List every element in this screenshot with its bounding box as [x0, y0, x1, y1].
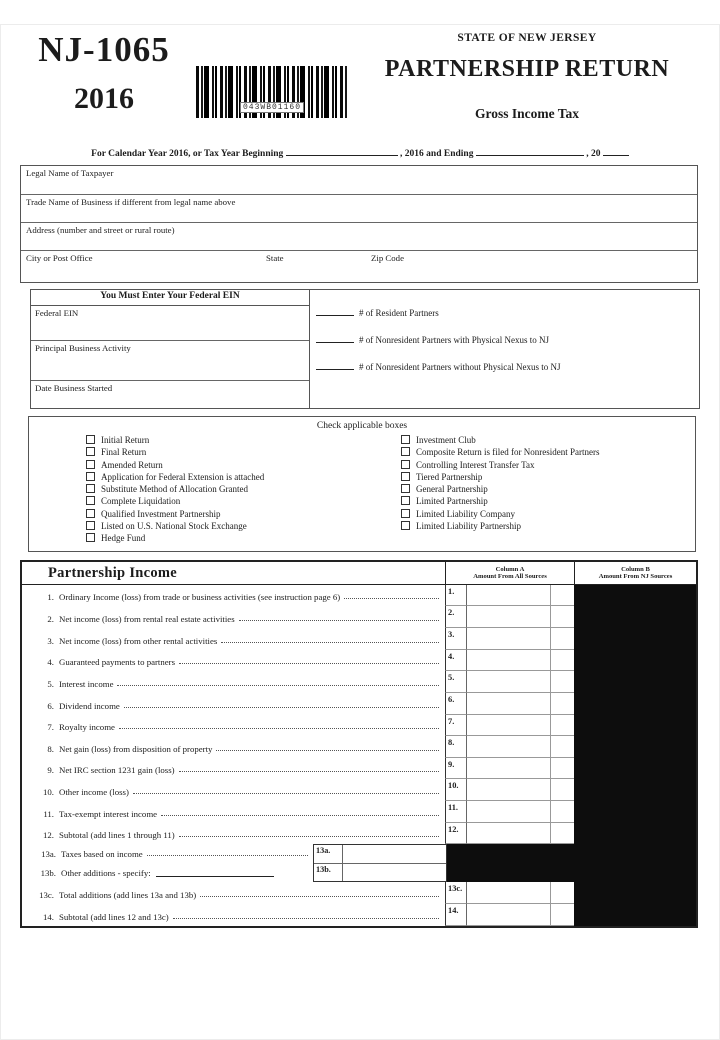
- amount-cell-line-13a[interactable]: [343, 845, 446, 863]
- row-label: [22, 758, 445, 780]
- checkbox-label: Listed on U.S. National Stock Exchange: [101, 521, 247, 532]
- row-text: Subtotal (add lines 1 through 11): [59, 830, 175, 841]
- checkbox-label: Application for Federal Extension is attached: [101, 471, 265, 482]
- checkbox-label: Limited Liability Partnership: [416, 521, 521, 532]
- line-number-cell: 7.: [445, 715, 467, 737]
- table-row-5: [22, 671, 696, 693]
- row-label: [22, 882, 445, 904]
- row-text: Net gain (loss) from disposition of property: [59, 743, 213, 754]
- checkbox-controlling-interest-transfer-tax[interactable]: [401, 459, 599, 471]
- principal-business-activity-label: Principal Business Activity: [35, 343, 131, 353]
- legal-name-field[interactable]: [21, 166, 697, 194]
- row-text: Dividend income: [59, 700, 120, 711]
- cents-cell-line-7[interactable]: [550, 715, 574, 737]
- nj-1065-form-page: [0, 24, 720, 1040]
- checkbox-column-right: [401, 434, 599, 545]
- checkbox-hedge-fund[interactable]: [86, 532, 386, 544]
- tax-year-ending-year-blank[interactable]: [603, 146, 629, 156]
- cents-cell-line-11[interactable]: [550, 801, 574, 823]
- row-label: [22, 736, 445, 758]
- column-b-blackout: [574, 628, 696, 650]
- amount-cell-line-6[interactable]: [467, 693, 550, 715]
- dotted-leader: [239, 620, 439, 621]
- row-label: [22, 779, 445, 801]
- calendar-text-3: , 20: [586, 149, 601, 159]
- cents-cell-line-1[interactable]: [550, 585, 574, 607]
- zip-label: Zip Code: [371, 253, 404, 263]
- column-b-blackout: [574, 671, 696, 693]
- checkbox-investment-club[interactable]: [401, 434, 599, 446]
- column-a-title: Column A: [495, 565, 525, 573]
- inset-row-13b: [314, 863, 446, 881]
- date-business-started-field[interactable]: [31, 380, 309, 408]
- checkbox-icon[interactable]: [86, 484, 95, 493]
- form-subtitle: Gross Income Tax: [474, 106, 580, 121]
- form-number: NJ-1065: [38, 30, 170, 69]
- line-number-cell: 11.: [445, 801, 467, 823]
- table-header: [22, 562, 696, 585]
- amount-cell-line-14[interactable]: [467, 904, 550, 926]
- line-number-cell: 13a.: [314, 845, 343, 863]
- line-number-cell: 10.: [445, 779, 467, 801]
- table-block-13ab: [22, 844, 696, 882]
- checkbox-icon[interactable]: [401, 472, 410, 481]
- line-number-cell: 3.: [445, 628, 467, 650]
- cents-cell-line-4[interactable]: [550, 650, 574, 672]
- dotted-leader: [221, 642, 439, 643]
- row-number: 13b.: [40, 868, 56, 879]
- checkbox-limited-partnership[interactable]: [401, 495, 599, 507]
- form-id-block: [24, 24, 184, 124]
- table-title: Partnership Income: [48, 564, 178, 581]
- city-label: City or Post Office: [26, 253, 93, 263]
- checkbox-label: Initial Return: [101, 435, 150, 445]
- dotted-leader: [147, 855, 308, 856]
- amount-cell-line-13c[interactable]: [467, 882, 550, 904]
- dotted-leader: [124, 707, 439, 708]
- resident-partners-label: # of Resident Partners: [359, 308, 439, 318]
- form-header: [24, 24, 706, 124]
- dotted-leader: [179, 771, 439, 772]
- row-number: 10.: [43, 787, 54, 798]
- row-text: Other additions - specify:: [61, 868, 151, 879]
- trade-name-field[interactable]: [21, 194, 697, 222]
- inset-amount-box: [313, 844, 447, 882]
- nonresident-partners-nexus-blank[interactable]: [316, 333, 354, 343]
- ein-section: [30, 289, 700, 409]
- checkbox-label: Tiered Partnership: [416, 471, 483, 482]
- cents-cell-line-8[interactable]: [550, 736, 574, 758]
- row-text: Net IRC section 1231 gain (loss): [59, 765, 175, 776]
- nonresident-partners-no-nexus-blank[interactable]: [316, 360, 354, 370]
- cents-cell-line-10[interactable]: [550, 779, 574, 801]
- address-label: Address (number and street or rural route): [26, 225, 175, 235]
- amount-cell-line-3[interactable]: [467, 628, 550, 650]
- checkbox-qualified-investment-partnership[interactable]: [86, 508, 386, 520]
- form-title: PARTNERSHIP RETURN: [384, 56, 670, 82]
- column-a-subtitle: Amount From All Sources: [473, 573, 547, 581]
- cents-cell-line-13c[interactable]: [550, 882, 574, 904]
- row-number: 9.: [47, 765, 54, 776]
- amount-cell-line-12[interactable]: [467, 823, 550, 845]
- legal-name-label: Legal Name of Taxpayer: [26, 168, 114, 178]
- column-b-blackout: [574, 904, 696, 926]
- row-text: Taxes based on income: [61, 849, 143, 860]
- applicable-boxes-section: [28, 416, 696, 552]
- row-number: 2.: [47, 613, 54, 624]
- dotted-leader: [173, 918, 439, 919]
- ein-left-box: [30, 289, 310, 409]
- row-label: [22, 650, 445, 672]
- barcode-text: 043WB01160: [240, 102, 304, 113]
- calendar-year-line: [20, 146, 700, 159]
- line-number-cell: 5.: [445, 671, 467, 693]
- line-number-cell: 14.: [445, 904, 467, 926]
- table-row-13c: [22, 882, 696, 904]
- row-number: 7.: [47, 722, 54, 733]
- checkbox-limited-liability-partnership[interactable]: [401, 520, 599, 532]
- checkbox-icon[interactable]: [86, 460, 95, 469]
- federal-ein-field[interactable]: [31, 306, 309, 340]
- column-b-title: Column B: [621, 565, 650, 573]
- checkbox-icon[interactable]: [86, 496, 95, 505]
- row-number: 4.: [47, 657, 54, 668]
- column-b-blackout: [574, 823, 696, 845]
- row-label: [22, 823, 445, 845]
- column-b-blackout: [574, 585, 696, 607]
- table-row-3: [22, 628, 696, 650]
- checkbox-icon[interactable]: [401, 521, 410, 530]
- column-b-blackout: [447, 844, 696, 882]
- table-row-2: [22, 606, 696, 628]
- checkbox-label: Composite Return is filed for Nonresident Partners: [416, 447, 600, 458]
- amount-cell-line-1[interactable]: [467, 585, 550, 607]
- nonresident-partners-nexus-line: [316, 333, 699, 345]
- column-b-blackout: [574, 650, 696, 672]
- row-label: [22, 693, 445, 715]
- amount-cell-line-11[interactable]: [467, 801, 550, 823]
- checkbox-label: Qualified Investment Partnership: [101, 508, 221, 519]
- column-b-blackout: [574, 882, 696, 904]
- line-number-cell: 13b.: [314, 864, 343, 881]
- amount-cell-line-2[interactable]: [467, 606, 550, 628]
- date-business-started-label: Date Business Started: [35, 383, 113, 393]
- checkbox-limited-liability-company[interactable]: [401, 508, 599, 520]
- amount-cell-line-8[interactable]: [467, 736, 550, 758]
- checkbox-complete-liquidation[interactable]: [86, 495, 386, 507]
- row-number: 12.: [43, 830, 54, 841]
- row-label: [22, 904, 445, 926]
- checkbox-column-left: [86, 434, 386, 545]
- column-b-subtitle: Amount From NJ Sources: [598, 573, 673, 581]
- row-label: [22, 715, 445, 737]
- column-b-blackout: [574, 715, 696, 737]
- row-text: Other income (loss): [59, 787, 129, 798]
- checkbox-composite-return[interactable]: [401, 446, 599, 458]
- address-field[interactable]: [21, 222, 697, 250]
- row-text: Interest income: [59, 678, 114, 689]
- dotted-leader: [133, 793, 439, 794]
- line-number-cell: 12.: [445, 823, 467, 845]
- resident-partners-line: [316, 306, 699, 318]
- checkbox-label: Amended Return: [101, 459, 163, 470]
- checkbox-label: Complete Liquidation: [101, 496, 181, 507]
- resident-partners-blank[interactable]: [316, 306, 354, 316]
- table-row-9: [22, 758, 696, 780]
- checkbox-icon[interactable]: [86, 472, 95, 481]
- checkbox-icon[interactable]: [401, 509, 410, 518]
- row-number: 14.: [43, 911, 54, 922]
- title-block: [348, 24, 706, 124]
- row-number: 3.: [47, 635, 54, 646]
- cents-cell-line-3[interactable]: [550, 628, 574, 650]
- checkbox-label: Hedge Fund: [101, 533, 146, 544]
- line-number-cell: 9.: [445, 758, 467, 780]
- form-year: 2016: [74, 82, 134, 115]
- partner-counts-box: [310, 289, 700, 409]
- checkbox-icon[interactable]: [86, 447, 95, 456]
- column-b-header: [574, 562, 696, 584]
- line-number-cell: 1.: [445, 585, 467, 607]
- row-number: 8.: [47, 743, 54, 754]
- checkbox-icon[interactable]: [401, 460, 410, 469]
- row-label-13b: [22, 863, 313, 882]
- row-label: [22, 585, 445, 607]
- partnership-income-table: [20, 560, 698, 928]
- row-text: Net income (loss) from rental real estate activities: [59, 613, 235, 624]
- dotted-leader: [179, 663, 439, 664]
- cents-cell-line-5[interactable]: [550, 671, 574, 693]
- checkbox-label: General Partnership: [416, 484, 488, 495]
- row-text: Total additions (add lines 13a and 13b): [59, 890, 197, 900]
- dotted-leader: [216, 750, 439, 751]
- checkbox-icon[interactable]: [401, 447, 410, 456]
- dotted-leader: [344, 598, 439, 599]
- amount-cell-line-4[interactable]: [467, 650, 550, 672]
- line-number-cell: 8.: [445, 736, 467, 758]
- row-number: 13a.: [41, 849, 56, 860]
- row-text: Royalty income: [59, 722, 115, 733]
- line-number-cell: 13c.: [445, 882, 467, 904]
- state-name: STATE OF NEW JERSEY: [457, 32, 597, 44]
- table-row-14: [22, 904, 696, 926]
- taxpayer-info-box: [20, 165, 698, 283]
- table-row-12: [22, 823, 696, 845]
- checkbox-icon[interactable]: [401, 496, 410, 505]
- block-labels: [22, 844, 313, 882]
- trade-name-label: Trade Name of Business if different from legal name above: [26, 197, 236, 207]
- cents-cell-line-6[interactable]: [550, 693, 574, 715]
- cents-cell-line-9[interactable]: [550, 758, 574, 780]
- specify-blank[interactable]: [156, 868, 274, 877]
- checkbox-icon[interactable]: [86, 521, 95, 530]
- dotted-leader: [117, 685, 439, 686]
- checkbox-icon[interactable]: [401, 484, 410, 493]
- row-label: [22, 606, 445, 628]
- row-label: [22, 628, 445, 650]
- row-number: 11.: [43, 808, 54, 819]
- checkbox-label: Controlling Interest Transfer Tax: [416, 459, 535, 470]
- row-text: Net income (loss) from other rental activities: [59, 635, 218, 646]
- table-row-7: [22, 715, 696, 737]
- tax-year-beginning-blank[interactable]: [286, 146, 398, 156]
- amount-cell-line-7[interactable]: [467, 715, 550, 737]
- principal-business-activity-field[interactable]: [31, 340, 309, 380]
- checkbox-label: Final Return: [101, 447, 147, 458]
- cents-cell-line-14[interactable]: [550, 904, 574, 926]
- amount-cell-line-9[interactable]: [467, 758, 550, 780]
- federal-ein-label: Federal EIN: [35, 308, 79, 318]
- checkbox-icon[interactable]: [86, 533, 95, 542]
- table-row-11: [22, 801, 696, 823]
- nonresident-partners-nexus-label: # of Nonresident Partners with Physical Nexus to NJ: [359, 335, 549, 345]
- row-number: 13c.: [39, 890, 54, 900]
- cents-cell-line-12[interactable]: [550, 823, 574, 845]
- inset-row-13a: [314, 845, 446, 863]
- dotted-leader: [179, 836, 439, 837]
- checkbox-label: Limited Liability Company: [416, 508, 515, 519]
- line-number-cell: 6.: [445, 693, 467, 715]
- column-b-blackout: [574, 801, 696, 823]
- cents-cell-line-2[interactable]: [550, 606, 574, 628]
- line-number-cell: 4.: [445, 650, 467, 672]
- line-number-cell: 2.: [445, 606, 467, 628]
- dotted-leader: [200, 896, 439, 897]
- checkbox-icon[interactable]: [86, 435, 95, 444]
- ein-header: You Must Enter Your Federal EIN: [31, 290, 309, 306]
- row-label-13a: [22, 844, 313, 863]
- checkbox-icon[interactable]: [86, 509, 95, 518]
- state-label: State: [266, 253, 284, 263]
- column-b-blackout: [574, 606, 696, 628]
- checkbox-icon[interactable]: [401, 435, 410, 444]
- table-row-1: [22, 585, 696, 607]
- row-number: 6.: [47, 700, 54, 711]
- checkbox-label: Investment Club: [416, 435, 476, 445]
- checkbox-label: Limited Partnership: [416, 496, 488, 507]
- table-row-6: [22, 693, 696, 715]
- column-a-header: [445, 562, 574, 584]
- checkboxes-title: Check applicable boxes: [316, 421, 408, 431]
- checkbox-label: Substitute Method of Allocation Granted: [101, 484, 248, 495]
- nonresident-partners-no-nexus-line: [316, 360, 699, 372]
- tax-year-ending-blank[interactable]: [476, 146, 584, 156]
- barcode: [196, 66, 348, 118]
- table-row-4: [22, 650, 696, 672]
- calendar-text-2: , 2016 and Ending: [400, 149, 474, 159]
- checkbox-tiered-partnership[interactable]: [401, 471, 599, 483]
- checkbox-federal-extension[interactable]: [86, 471, 386, 483]
- column-b-blackout: [574, 693, 696, 715]
- amount-cell-line-13b[interactable]: [343, 864, 446, 881]
- row-label: [22, 671, 445, 693]
- dotted-leader: [161, 815, 439, 816]
- table-row-8: [22, 736, 696, 758]
- column-b-blackout: [574, 736, 696, 758]
- row-number: 1.: [47, 592, 54, 603]
- row-label: [22, 801, 445, 823]
- column-b-blackout: [574, 779, 696, 801]
- calendar-text-1: For Calendar Year 2016, or Tax Year Beginning: [91, 149, 284, 159]
- column-b-blackout: [574, 758, 696, 780]
- row-text: Subtotal (add lines 12 and 13c): [59, 911, 169, 922]
- checkbox-substitute-method[interactable]: [86, 483, 386, 495]
- amount-cell-line-5[interactable]: [467, 671, 550, 693]
- nonresident-partners-no-nexus-label: # of Nonresident Partners without Physical Nexus to NJ: [359, 362, 561, 372]
- row-text: Tax-exempt interest income: [59, 808, 158, 819]
- table-row-10: [22, 779, 696, 801]
- amount-cell-line-10[interactable]: [467, 779, 550, 801]
- checkbox-amended-return[interactable]: [86, 459, 386, 471]
- checkbox-initial-return[interactable]: [86, 434, 386, 446]
- checkbox-final-return[interactable]: [86, 446, 386, 458]
- row-text: Guaranteed payments to partners: [59, 657, 176, 668]
- dotted-leader: [119, 728, 439, 729]
- checkbox-us-stock-exchange[interactable]: [86, 520, 386, 532]
- city-state-zip-row[interactable]: [21, 250, 697, 282]
- row-number: 5.: [47, 678, 54, 689]
- row-text: Ordinary Income (loss) from trade or business activities (see instruction page 6): [59, 592, 341, 603]
- checkbox-general-partnership[interactable]: [401, 483, 599, 495]
